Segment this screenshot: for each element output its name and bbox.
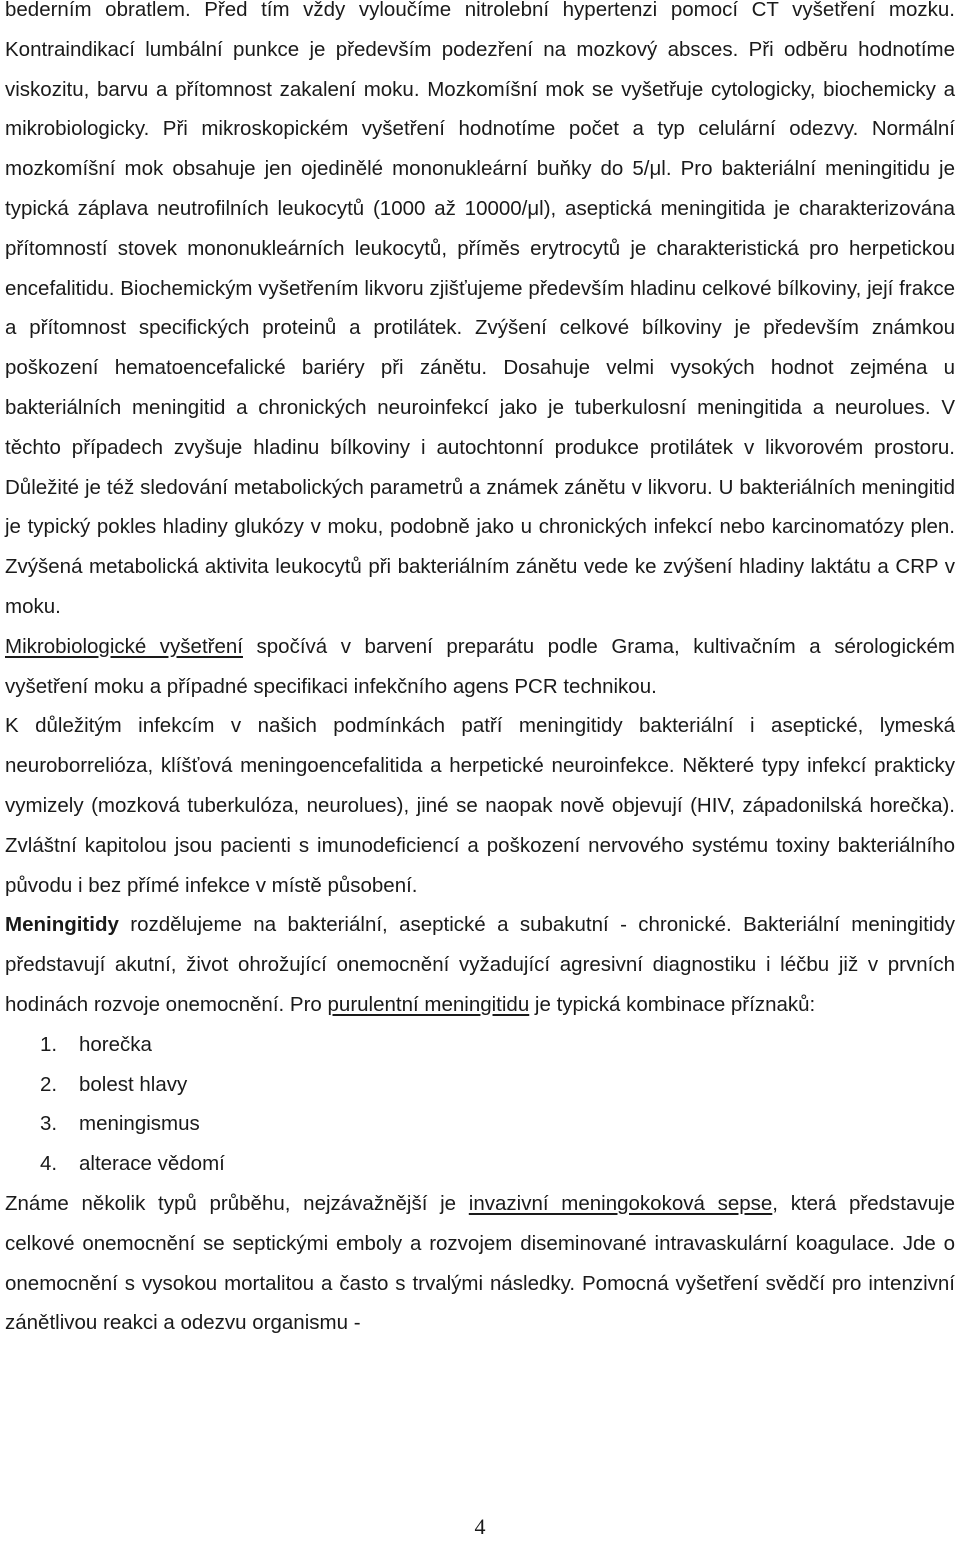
document-body: [5, 0, 955, 1343]
list-item: [5, 1065, 955, 1105]
underlined-term: invazivní meningokoková sepse: [468, 1191, 773, 1215]
paragraph-text: , která představuje celkové onemocnění se septickými emboly a rozvojem diseminované intravaskulární koagulace. Jde o onemocnění s vysokou mortalitou a často s trvalými následky. Pomocná vyšetření svědčí pro intenzivní zánětlivou reakci a odezvu organismu -: [5, 1191, 955, 1335]
paragraph-important-infections: K důležitým infekcím v našich podmínkách patří meningitidy bakteriální i aseptické, lymeská neuroborrelióza, klíšťová meningoencefalitida a herpetické neuroinfekce. Některé typy infekcí prakticky vymizely (mozková tuberkulóza, neurolues), jiné se naopak nově objevují (HIV, západonilská horečka). Zvláštní kapitolou jsou pacienti s imunodeficiencí a poškození nervového systému toxiny bakteriálního původu i bez přímé infekce v místě působení.: [5, 714, 955, 897]
paragraph-sepsis: [5, 1184, 955, 1343]
underlined-term: purulentní meningitidu: [327, 992, 530, 1016]
list-text: alterace vědomí: [79, 1152, 225, 1176]
list-item: [5, 1025, 955, 1065]
paragraph-text: spočívá v barvení preparátu podle Grama, kultivačním a sérologickém vyšetření moku a případné specifikaci infekčního agens PCR technikou.: [5, 634, 955, 698]
list-text: bolest hlavy: [79, 1072, 188, 1096]
list-number: 4.: [40, 1152, 58, 1176]
list-item: [5, 1104, 955, 1144]
paragraph-text: je typická kombinace příznaků:: [529, 992, 816, 1016]
list-number: 1.: [40, 1032, 58, 1056]
list-number: 2.: [40, 1072, 58, 1096]
symptom-list: [5, 1025, 955, 1184]
paragraph-meningitis: [5, 905, 955, 1024]
bold-term: Meningitidy: [5, 913, 119, 937]
list-text: horečka: [79, 1032, 152, 1056]
paragraph-csf-examination: bederním obratlem. Před tím vždy vyloučíme nitrolební hypertenzi pomocí CT vyšetření mozku. Kontraindikací lumbální punkce je především podezření na mozkový absces. Při odběru hodnotíme viskozitu, barvu a přítomnost zakalení moku. Mozkomíšní mok se vyšetřuje cytologicky, biochemicky a mikrobiologicky. Při mikroskopickém vyšetření hodnotíme počet a typ celulární odezvy. Normální mozkomíšní mok obsahuje jen ojedinělé mononukleární buňky do 5/μl. Pro bakteriální meningitidu je typická záplava neutrofilních leukocytů (1000 až 10000/μl), aseptická meningitida je charakterizována přítomností stovek mononukleárních leukocytů, příměs erytrocytů je charakteristická pro herpetickou encefalitidu. Biochemickým vyšetřením likvoru zjišťujeme především hladinu celkové bílkoviny, její frakce a přítomnost specifických proteinů a protilátek. Zvýšení celkové bílkoviny je především známkou poškození hematoencefalické bariéry při zánětu. Dosahuje velmi vysokých hodnot zejména u bakteriálních meningitid a chronických neuroinfekcí jako je tuberkulosní meningitida a neurolues. V těchto případech zvyšuje hladinu bílkoviny i autochtonní produkce protilátek v likvorovém prostoru. Důležité je též sledování metabolických parametrů a známek zánětu v likvoru. U bakteriálních meningitid je typický pokles hladiny glukózy v moku, podobně jako u chronických infekcí nebo karcinomatózy plen. Zvýšená metabolická aktivita leukocytů při bakteriálním zánětu vede ke zvýšení hladiny laktátu a CRP v moku.: [5, 0, 955, 618]
paragraph-text: rozdělujeme na bakteriální, aseptické a subakutní - chronické. Bakteriální meningitidy představují akutní, život ohrožující onemocnění vyžadující agresivní diagnostiku i léčbu již v prvních hodinách rozvoje onemocnění. Pro: [5, 913, 955, 1016]
list-text: meningismus: [79, 1112, 200, 1136]
paragraph-text: Známe několik typů průběhu, nejzávažnější je: [5, 1191, 469, 1215]
page-number: 4: [474, 1514, 486, 1539]
list-item: [5, 1144, 955, 1184]
list-number: 3.: [40, 1112, 58, 1136]
underlined-term: Mikrobiologické vyšetření: [5, 634, 243, 658]
paragraph-microbiology: [5, 627, 955, 707]
